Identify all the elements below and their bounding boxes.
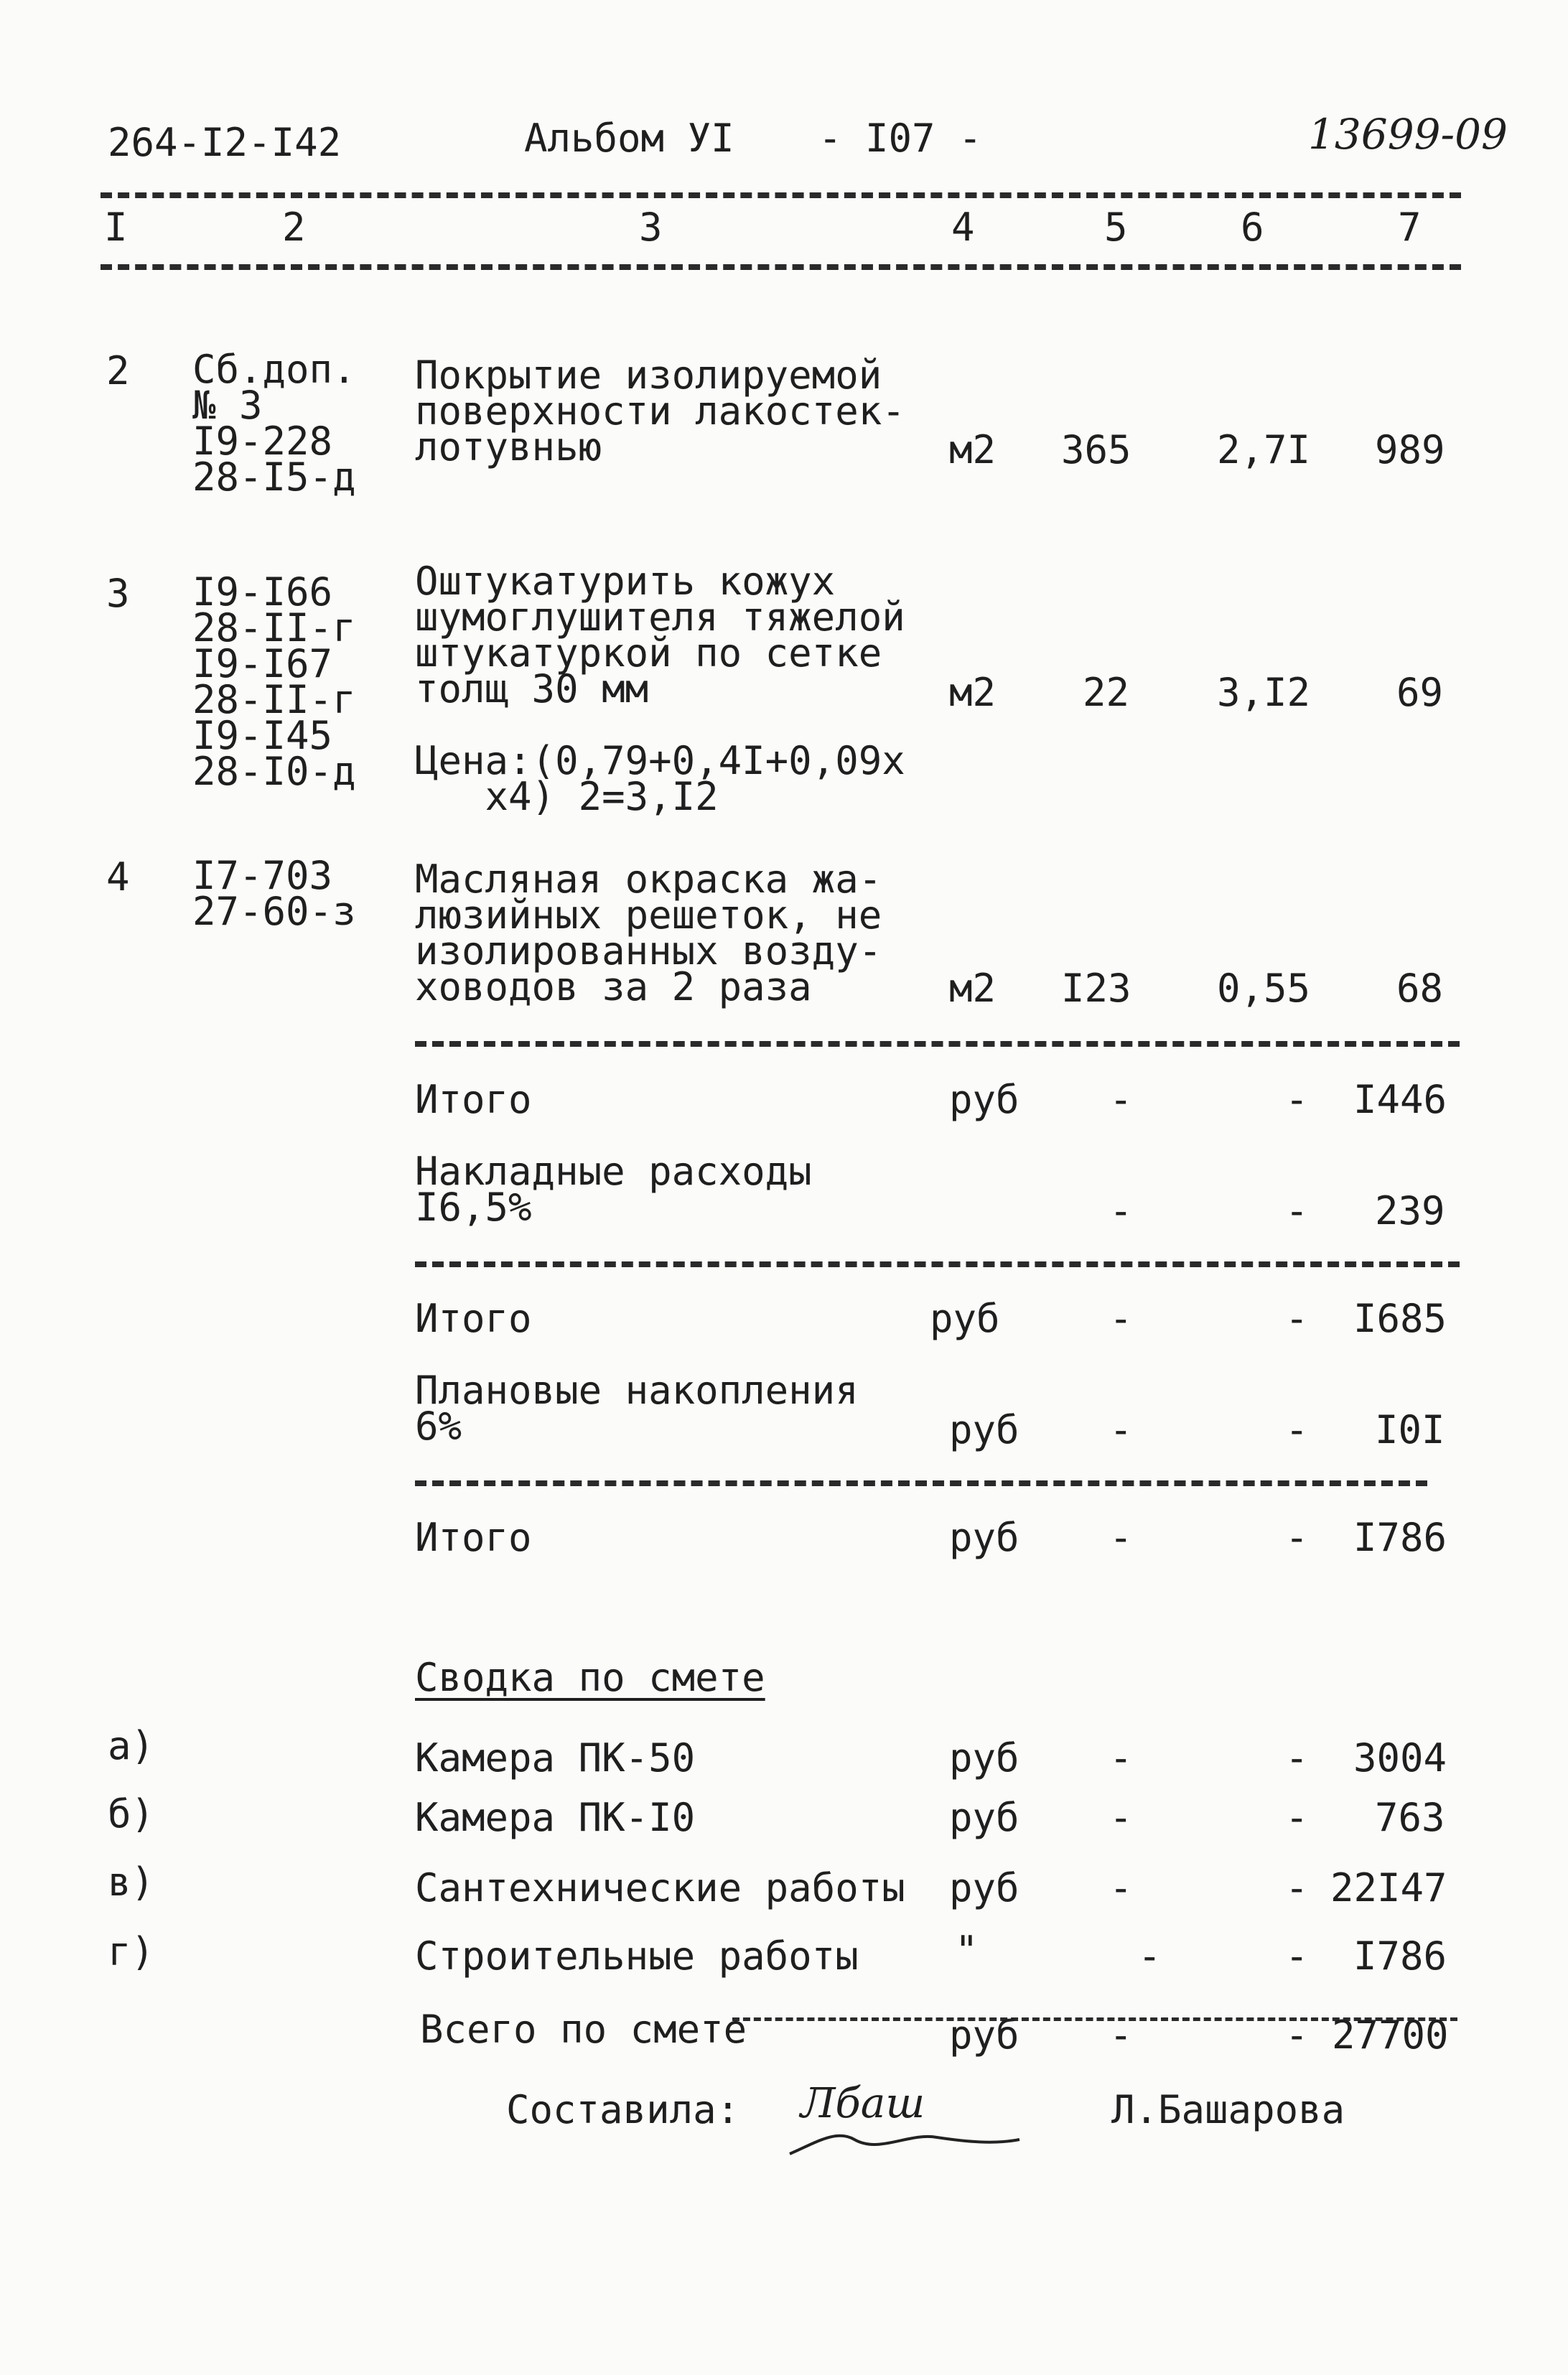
planned-savings-total: I0I [1375, 1407, 1445, 1452]
summary-item-total: 3004 [1353, 1735, 1447, 1781]
grand-total-value: 27700 [1332, 2012, 1449, 2058]
summary-item-qty: - [1138, 1933, 1162, 1979]
overhead-label: Накладные расходы [415, 1149, 812, 1194]
row-total: 989 [1375, 427, 1445, 472]
summary-item-price: - [1285, 1865, 1309, 1910]
ref-line: 27-60-з [192, 889, 356, 934]
doc-number: 13699-09 [1308, 110, 1508, 159]
summary-item-qty: - [1109, 1865, 1133, 1910]
planned-savings-qty: - [1109, 1407, 1133, 1452]
document-code: 264-I2-I42 [108, 120, 342, 165]
page-number: - I07 - [818, 116, 982, 161]
divider [101, 264, 1461, 270]
ref-line: I9-I45 [192, 713, 333, 758]
desc-line: изолированных возду- [415, 928, 882, 974]
summary-item-price: - [1285, 1735, 1309, 1781]
price-note [415, 738, 905, 819]
planned-savings-label: Плановые накопления [415, 1368, 859, 1413]
handwritten-signature: Лбаш [801, 2078, 925, 2127]
col-header-5: 5 [1104, 205, 1128, 250]
ref-line: I7-703 [192, 853, 333, 898]
row-price: 0,55 [1217, 966, 1311, 1011]
overhead-rate: I6,5% [415, 1185, 532, 1230]
summary-item-unit: руб [949, 1735, 1019, 1781]
total-price: - [1285, 1515, 1309, 1560]
subtotal-qty: - [1109, 1077, 1133, 1122]
summary-letter: в) [108, 1860, 155, 1905]
planned-savings-unit: руб [949, 1407, 1019, 1452]
row-refs [192, 569, 356, 794]
subtotal-label: Итого [415, 1077, 532, 1122]
summary-item-unit: " [955, 1928, 979, 1973]
desc-line: лотувнью [415, 424, 602, 470]
divider [101, 192, 1461, 198]
note-line: х4) 2=3,I2 [415, 774, 719, 819]
subtotal-unit: руб [930, 1296, 1000, 1341]
divider [415, 1480, 1427, 1486]
desc-line: поверхности лакостек- [415, 388, 905, 434]
album-label: Альбом УI [524, 116, 734, 161]
row-description [415, 353, 905, 470]
summary-item-total: 763 [1375, 1795, 1445, 1840]
row-description [415, 857, 882, 1009]
subtotal-qty: - [1109, 1296, 1133, 1341]
compiler-name: Л.Башарова [1111, 2087, 1345, 2132]
summary-item-label: Строительные работы [415, 1933, 859, 1979]
grand-total-unit: руб [949, 2012, 1019, 2058]
desc-line: Покрытие изолируемой [415, 353, 882, 398]
col-header-2: 2 [282, 205, 306, 250]
summary-item-total: 22I47 [1330, 1865, 1447, 1910]
grand-total-qty: - [1109, 2012, 1133, 2058]
total-unit: руб [949, 1515, 1019, 1560]
row-unit: м2 [949, 966, 997, 1011]
summary-item-qty: - [1109, 1735, 1133, 1781]
row-quantity: 22 [1083, 670, 1130, 715]
compiled-by-label: Составила: [506, 2087, 740, 2132]
subtotal-price: - [1285, 1296, 1309, 1341]
summary-item-qty: - [1109, 1795, 1133, 1840]
ref-line: 28-II-г [192, 677, 356, 722]
overhead-total: 239 [1375, 1188, 1445, 1233]
desc-line: шумоглушителя тяжелой [415, 594, 905, 640]
subtotal-unit: руб [949, 1077, 1019, 1122]
row-description [415, 559, 905, 711]
summary-item-total: I786 [1353, 1933, 1447, 1979]
summary-letter: а) [108, 1723, 155, 1768]
row-number: 4 [106, 854, 130, 900]
ref-line: 28-I0-д [192, 749, 356, 794]
divider [415, 1041, 1460, 1047]
ref-line: I9-I66 [192, 569, 333, 615]
desc-line: Оштукатурить кожух [415, 559, 836, 604]
subtotal-label: Итого [415, 1296, 532, 1341]
desc-line: Масляная окраска жа- [415, 857, 882, 902]
row-unit: м2 [949, 670, 997, 715]
divider [415, 1261, 1460, 1267]
desc-line: люзийных решеток, не [415, 892, 882, 938]
summary-item-unit: руб [949, 1865, 1019, 1910]
desc-line: толщ 30 мм [415, 666, 649, 711]
summary-item-unit: руб [949, 1795, 1019, 1840]
signature-flourish [786, 2100, 1023, 2168]
summary-item-label: Сантехнические работы [415, 1865, 905, 1910]
overhead-qty: - [1109, 1188, 1133, 1233]
ref-line: № 3 [192, 383, 263, 428]
summary-title: Сводка по смете [415, 1655, 765, 1700]
summary-letter: г) [108, 1929, 155, 1974]
grand-total-price: - [1285, 2012, 1309, 2058]
ref-line: Сб.доп. [192, 347, 356, 392]
subtotal-price: - [1285, 1077, 1309, 1122]
col-header-3: 3 [639, 205, 663, 250]
subtotal-total: I685 [1353, 1296, 1447, 1341]
row-number: 2 [106, 348, 130, 393]
total-total: I786 [1353, 1515, 1447, 1560]
row-refs [192, 347, 356, 500]
total-qty: - [1109, 1515, 1133, 1560]
desc-line: ховодов за 2 раза [415, 964, 812, 1009]
row-number: 3 [106, 571, 130, 616]
row-total: 69 [1396, 670, 1444, 715]
row-unit: м2 [949, 427, 997, 472]
row-price: 2,7I [1217, 427, 1311, 472]
summary-item-label: Камера ПК-50 [415, 1735, 696, 1781]
subtotal-total: I446 [1353, 1077, 1447, 1122]
row-quantity: 365 [1061, 427, 1131, 472]
summary-item-price: - [1285, 1933, 1309, 1979]
col-header-6: 6 [1241, 205, 1264, 250]
summary-item-price: - [1285, 1795, 1309, 1840]
planned-savings-price: - [1285, 1407, 1309, 1452]
summary-letter: б) [108, 1791, 155, 1837]
overhead-price: - [1285, 1188, 1309, 1233]
row-price: 3,I2 [1217, 670, 1311, 715]
grand-total-label: Всего по смете [420, 2007, 747, 2052]
ref-line: 28-I5-д [192, 454, 356, 500]
col-header-4: 4 [951, 205, 975, 250]
row-refs [192, 853, 356, 934]
ref-line: I9-I67 [192, 641, 333, 686]
ref-line: I9-228 [192, 419, 333, 464]
desc-line: штукатуркой по сетке [415, 630, 882, 676]
row-total: 68 [1396, 966, 1444, 1011]
col-header-1: I [104, 205, 128, 250]
note-line: Цена:(0,79+0,4I+0,09х [415, 738, 905, 783]
planned-savings-rate: 6% [415, 1404, 462, 1449]
col-header-7: 7 [1398, 205, 1422, 250]
ref-line: 28-II-г [192, 605, 356, 650]
total-label: Итого [415, 1515, 532, 1560]
summary-item-label: Камера ПК-I0 [415, 1795, 696, 1840]
row-quantity: I23 [1061, 966, 1131, 1011]
